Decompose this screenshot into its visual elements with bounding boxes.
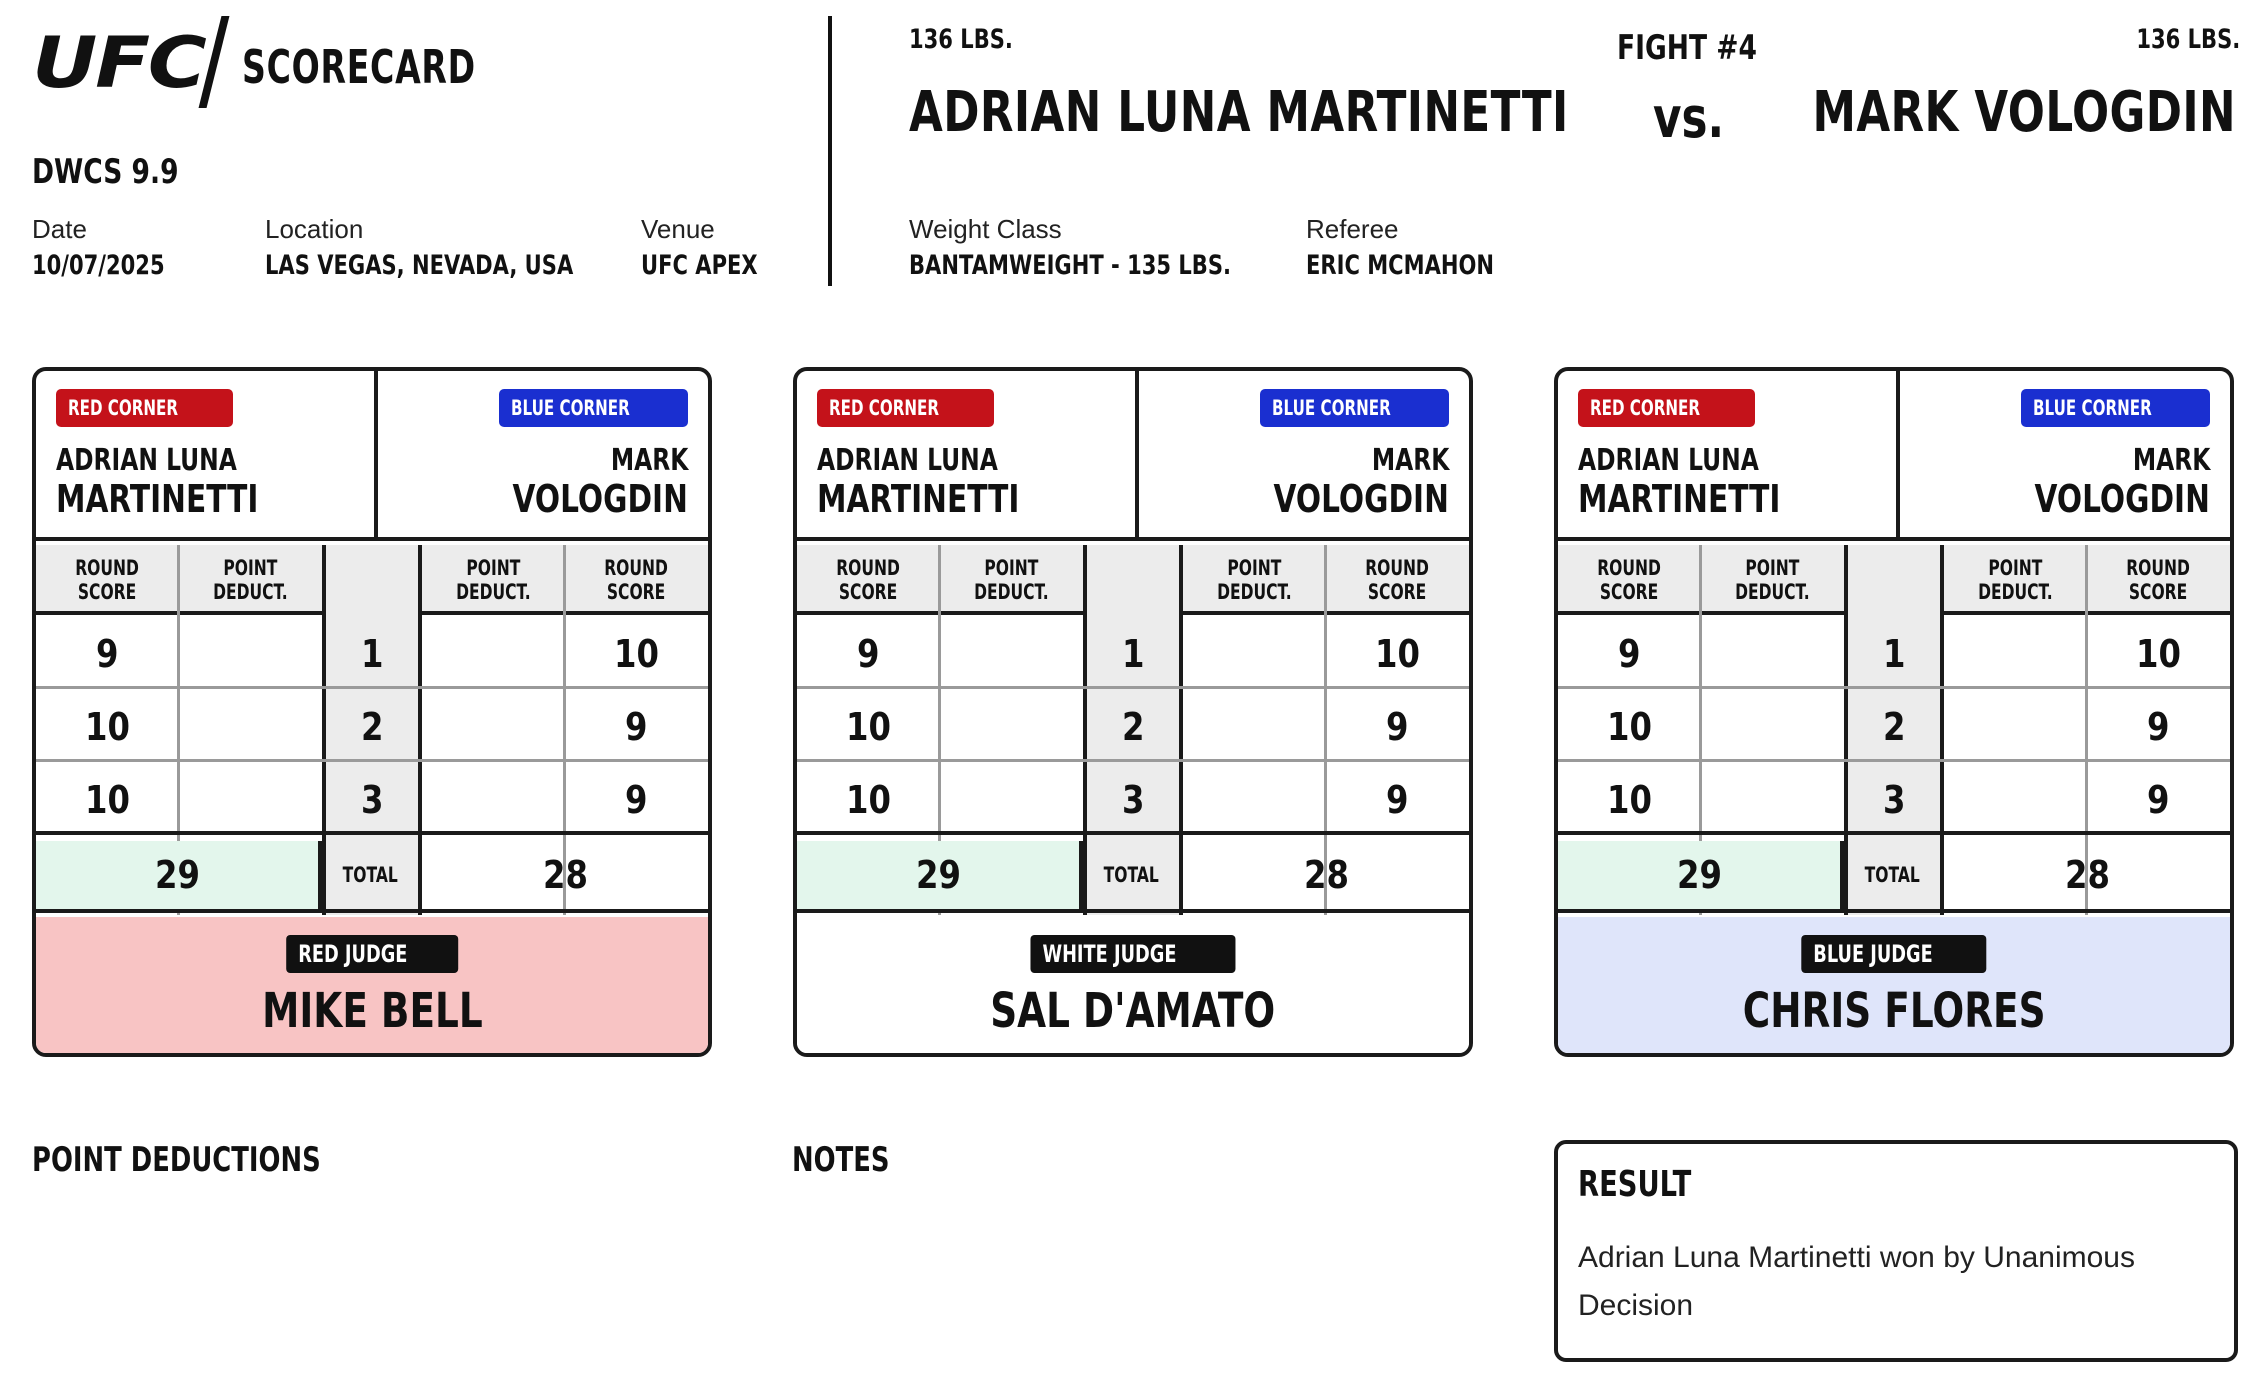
total-row (36, 841, 708, 913)
judge-badge (286, 935, 458, 973)
total-label: TOTAL (1864, 863, 1920, 887)
red-round-score: 10 (1607, 705, 1652, 749)
result-text: Adrian Luna Martinetti won by Unanimous Decision (1578, 1241, 2135, 1322)
location-label: Location (265, 214, 364, 244)
date-value: 10/07/2025 (32, 250, 165, 281)
judge-name: MIKE BELL (261, 983, 483, 1039)
judge-scorecard (32, 367, 712, 1057)
red-round-score: 9 (857, 632, 880, 676)
red-round-score: 10 (846, 705, 891, 749)
corner-divider (1135, 371, 1139, 541)
ufc-wordmark: UFC (32, 22, 205, 104)
venue-label: Venue (641, 214, 715, 244)
red-round-score: 10 (85, 778, 130, 822)
vs-text: vs. (1653, 86, 1725, 151)
red-round-score: 10 (1607, 778, 1652, 822)
blue-corner-label: BLUE CORNER (511, 396, 630, 420)
red-round-score: 10 (846, 778, 891, 822)
round-row (36, 692, 708, 762)
blue-total-cell (1944, 841, 2230, 909)
header-divider (828, 16, 832, 286)
total-label-cell (1844, 841, 1944, 909)
judge-panel (36, 917, 708, 1057)
total-label: TOTAL (342, 863, 398, 887)
blue-fighter-last: VOLOGDIN (512, 477, 688, 521)
round-row (797, 692, 1469, 762)
red-total-cell (36, 841, 322, 909)
red-total: 29 (915, 853, 961, 897)
red-corner-badge (1578, 389, 1755, 427)
ufc-logo (32, 18, 476, 108)
round-number: 1 (1121, 632, 1145, 676)
red-total-cell (797, 841, 1083, 909)
blue-round-score: 9 (2147, 778, 2170, 822)
date-label: Date (32, 214, 87, 244)
red-weight: 136 LBS. (909, 24, 1013, 55)
weight-class-label: Weight Class (909, 214, 1062, 244)
blue-point-deduct-header: POINT DEDUCT. (1217, 556, 1292, 604)
blue-point-deduct-header: POINT DEDUCT. (456, 556, 531, 604)
round-number: 3 (1121, 778, 1145, 822)
blue-round-score: 9 (2147, 705, 2170, 749)
round-row (36, 765, 708, 835)
red-corner-badge (817, 389, 994, 427)
round-number: 3 (360, 778, 384, 822)
result-box (1554, 1140, 2238, 1362)
red-fighter-first: ADRIAN LUNA (817, 443, 998, 478)
round-row (797, 765, 1469, 835)
red-round-score: 9 (96, 632, 119, 676)
round-number: 1 (360, 632, 384, 676)
red-point-deduct-header: POINT DEDUCT. (1735, 556, 1810, 604)
round-number: 2 (360, 705, 384, 749)
red-corner-label: RED CORNER (829, 396, 940, 420)
blue-corner-label: BLUE CORNER (1272, 396, 1391, 420)
round-row (1558, 692, 2230, 762)
blue-fighter-last: VOLOGDIN (1273, 477, 1449, 521)
card-fighters (36, 371, 708, 541)
judge-name: SAL D'AMATO (990, 983, 1276, 1039)
weight-class-value: BANTAMWEIGHT - 135 LBS. (909, 250, 1232, 281)
judge-badge-label: WHITE JUDGE (1042, 940, 1177, 968)
blue-round-score: 9 (625, 778, 648, 822)
judge-panel (1558, 917, 2230, 1057)
red-corner-badge (56, 389, 233, 427)
blue-total: 28 (2064, 853, 2110, 897)
total-row (797, 841, 1469, 913)
blue-weight: 136 LBS. (2136, 24, 2240, 55)
red-corner-label: RED CORNER (1590, 396, 1701, 420)
blue-round-score: 10 (614, 632, 659, 676)
judge-badge (1030, 935, 1235, 973)
judge-name: CHRIS FLORES (1742, 983, 2046, 1039)
blue-round-score-header: ROUND SCORE (2126, 556, 2191, 604)
red-round-score-header: ROUND SCORE (75, 556, 140, 604)
red-round-score: 10 (85, 705, 130, 749)
fight-number: FIGHT #4 (1617, 28, 1757, 68)
judge-scorecard (793, 367, 1473, 1057)
blue-round-score: 10 (2136, 632, 2181, 676)
corner-divider (1896, 371, 1900, 541)
judge-badge (1801, 935, 1986, 973)
blue-total: 28 (1303, 853, 1349, 897)
red-total: 29 (154, 853, 200, 897)
notes-title: NOTES (792, 1140, 890, 1180)
blue-round-score-header: ROUND SCORE (1365, 556, 1430, 604)
red-total: 29 (1676, 853, 1722, 897)
round-number: 3 (1882, 778, 1906, 822)
red-fighter-first: ADRIAN LUNA (56, 443, 237, 478)
red-total-cell (1558, 841, 1844, 909)
blue-corner-badge (1260, 389, 1449, 427)
total-row (1558, 841, 2230, 913)
blue-total: 28 (542, 853, 588, 897)
red-fighter-name: ADRIAN LUNA MARTINETTI (909, 80, 1569, 145)
red-point-deduct-header: POINT DEDUCT. (213, 556, 288, 604)
blue-fighter-last: VOLOGDIN (2034, 477, 2210, 521)
red-round-score-header: ROUND SCORE (836, 556, 901, 604)
judge-badge-label: RED JUDGE (298, 940, 408, 968)
red-fighter-first: ADRIAN LUNA (1578, 443, 1759, 478)
red-fighter-last: MARTINETTI (817, 477, 1020, 521)
referee-label: Referee (1306, 214, 1399, 244)
red-round-score-header: ROUND SCORE (1597, 556, 1662, 604)
total-label-cell (322, 841, 422, 909)
card-fighters (797, 371, 1469, 541)
red-fighter-last: MARTINETTI (56, 477, 259, 521)
blue-fighter-name: MARK VOLOGDIN (1812, 80, 2236, 145)
round-row (797, 619, 1469, 689)
red-point-deduct-header: POINT DEDUCT. (974, 556, 1049, 604)
result-title: RESULT (1578, 1164, 1692, 1205)
blue-fighter-first: MARK (2132, 443, 2210, 478)
blue-round-score: 9 (1386, 778, 1409, 822)
blue-round-score: 9 (1386, 705, 1409, 749)
judge-panel (797, 917, 1469, 1057)
round-number: 2 (1121, 705, 1145, 749)
total-label-cell (1083, 841, 1183, 909)
card-fighters (1558, 371, 2230, 541)
round-row (36, 619, 708, 689)
blue-point-deduct-header: POINT DEDUCT. (1978, 556, 2053, 604)
event-title: DWCS 9.9 (32, 152, 179, 192)
judge-badge-label: BLUE JUDGE (1813, 940, 1933, 968)
venue-value: UFC APEX (641, 250, 758, 281)
blue-corner-label: BLUE CORNER (2033, 396, 2152, 420)
blue-round-score-header: ROUND SCORE (604, 556, 669, 604)
red-corner-label: RED CORNER (68, 396, 179, 420)
scorecard-title: SCORECARD (242, 40, 476, 94)
location-value: LAS VEGAS, NEVADA, USA (265, 250, 574, 281)
blue-fighter-first: MARK (610, 443, 688, 478)
judge-scorecard (1554, 367, 2234, 1057)
point-deductions-title: POINT DEDUCTIONS (32, 1140, 321, 1180)
blue-round-score: 10 (1375, 632, 1420, 676)
round-number: 1 (1882, 632, 1906, 676)
referee-value: ERIC MCMAHON (1306, 250, 1495, 281)
blue-round-score: 9 (625, 705, 648, 749)
blue-corner-badge (499, 389, 688, 427)
blue-total-cell (1183, 841, 1469, 909)
event-title-wrap (32, 152, 220, 192)
corner-divider (374, 371, 378, 541)
blue-fighter-first: MARK (1371, 443, 1449, 478)
round-number: 2 (1882, 705, 1906, 749)
blue-corner-badge (2021, 389, 2210, 427)
red-round-score: 9 (1618, 632, 1641, 676)
round-row (1558, 765, 2230, 835)
red-fighter-last: MARTINETTI (1578, 477, 1781, 521)
round-row (1558, 619, 2230, 689)
blue-total-cell (422, 841, 708, 909)
total-label: TOTAL (1103, 863, 1159, 887)
